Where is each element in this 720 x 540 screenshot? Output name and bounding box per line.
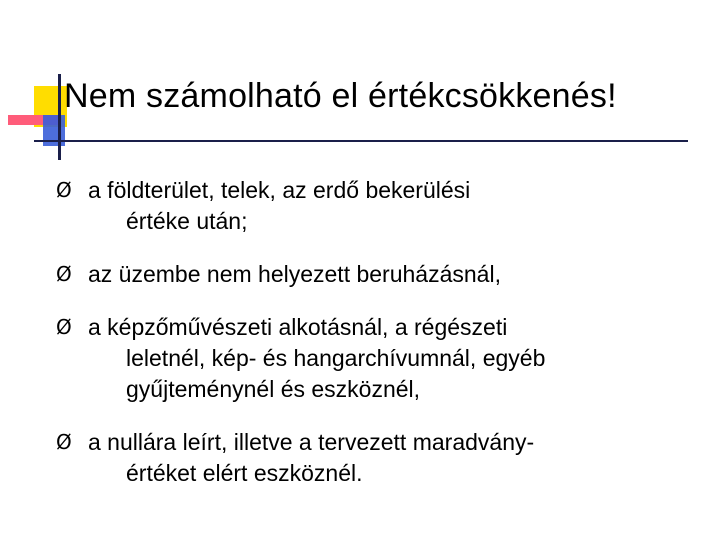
bullet-item (56, 427, 706, 489)
arrow-bullet-icon: Ø (56, 262, 72, 286)
bullet-item (56, 259, 706, 290)
bullet-item (56, 312, 706, 405)
bullet-text-line: az üzembe nem helyezett beruházásnál, (88, 261, 501, 287)
bullet-text-line: leletnél, kép- és hangarchívumnál, egyéb (126, 345, 546, 371)
arrow-bullet-icon: Ø (56, 315, 72, 339)
bullet-text-line: a nullára leírt, illetve a tervezett maradvány- (88, 429, 535, 455)
bullet-text-line: a képzőművészeti alkotásnál, a régészeti (88, 314, 508, 340)
bullet-text-line: a földterület, telek, az erdő bekerülési (88, 177, 471, 203)
arrow-bullet-icon: Ø (56, 430, 72, 454)
decorative-vertical-line (58, 74, 61, 160)
bullet-text-line: gyűjteménynél és eszköznél, (126, 376, 421, 402)
bullet-text-line: értéket elért eszköznél. (126, 460, 363, 486)
bullet-list (56, 175, 706, 489)
arrow-bullet-icon: Ø (56, 178, 72, 202)
bullet-item (56, 175, 706, 237)
bullet-text-line: értéke után; (126, 208, 248, 234)
slide-title: Nem számolható el értékcsökkenés! (64, 77, 617, 115)
title-underline (34, 140, 688, 142)
